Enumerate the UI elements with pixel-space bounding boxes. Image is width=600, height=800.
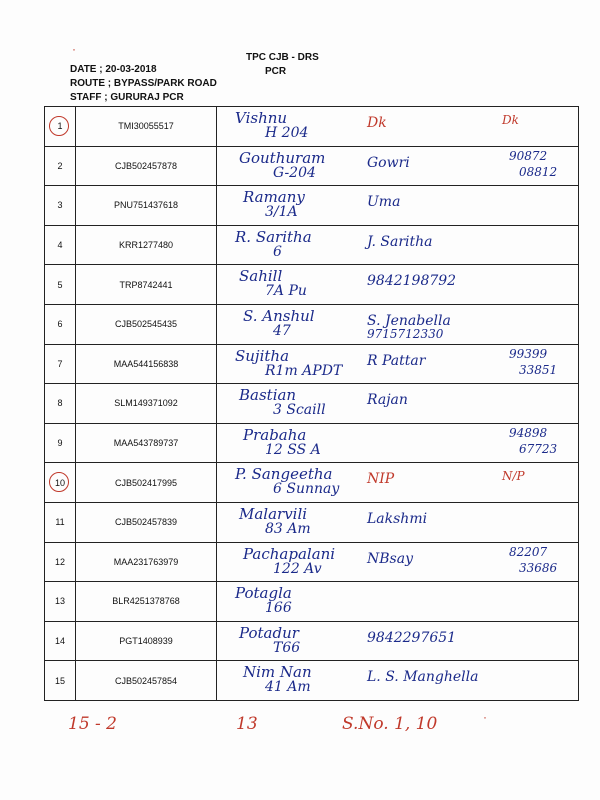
phone-part-1: 99399	[509, 346, 548, 361]
tracking-number-cell	[76, 186, 217, 226]
table-row	[45, 582, 579, 622]
receiver-signature: L. S. Manghella	[367, 669, 479, 686]
recipient-name: Malarvili	[239, 504, 308, 523]
recipient-name: Prabaha	[243, 425, 307, 444]
serial-number: 13	[54, 596, 65, 607]
recipient-name: Potadur	[239, 623, 299, 642]
stray-mark: ·	[483, 710, 487, 724]
serial-number-cell	[45, 661, 76, 701]
phone-part-1: 94898	[509, 425, 548, 440]
serial-number-cell	[45, 463, 76, 503]
serial-number: 10	[54, 477, 65, 488]
tracking-number: CJB502457854	[114, 675, 178, 686]
recipient-address: 166	[265, 600, 292, 617]
serial-number-cell	[45, 621, 76, 661]
recipient-name: Nim Nan	[243, 663, 312, 682]
serial-number: 15	[54, 675, 65, 686]
tracking-number-cell	[76, 463, 217, 503]
serial-number: 6	[57, 319, 63, 330]
receiver-signature: 9842198792	[367, 273, 457, 290]
stray-mark: ·	[72, 42, 76, 56]
serial-number-cell	[45, 542, 76, 582]
tracking-number-cell	[76, 423, 217, 463]
serial-number: 11	[55, 517, 65, 528]
route-line: ROUTE ; BYPASS/PARK ROAD	[70, 78, 217, 89]
receiver-signature: 9842297651	[367, 629, 457, 646]
recipient-address: 122 Av	[273, 560, 322, 577]
table-row	[45, 621, 579, 661]
receiver-signature: S. Jenabella	[367, 312, 451, 329]
serial-number-cell	[45, 344, 76, 384]
tracking-number: MAA231763979	[113, 556, 179, 567]
receiver-signature: Uma	[367, 194, 401, 211]
receiver-signature: R Pattar	[367, 352, 426, 369]
tracking-number-cell	[76, 265, 217, 305]
tracking-number-cell	[76, 621, 217, 661]
tracking-number: PGT1408939	[119, 636, 173, 647]
recipient-name: R. Saritha	[235, 227, 312, 246]
tracking-number-cell	[76, 502, 217, 542]
recipient-address: 7A Pu	[265, 283, 307, 300]
table-row	[45, 344, 579, 384]
document-title: TPC CJB - DRS	[246, 52, 319, 63]
serial-number: 7	[57, 358, 63, 369]
serial-number: 2	[57, 160, 63, 171]
table-row	[45, 502, 579, 542]
table-row	[45, 146, 579, 186]
table-row	[45, 463, 579, 503]
serial-number: 12	[54, 556, 65, 567]
handwritten-cell	[217, 304, 579, 344]
handwritten-cell	[217, 621, 579, 661]
table-row	[45, 384, 579, 424]
tracking-number: MAA544156838	[113, 358, 179, 369]
receiver-signature: J. Saritha	[367, 233, 433, 250]
handwritten-cell	[217, 265, 579, 305]
staff-line: STAFF ; GURURAJ PCR	[70, 92, 184, 103]
serial-number-cell	[45, 265, 76, 305]
recipient-name: Pachapalani	[243, 544, 336, 563]
table-row	[45, 265, 579, 305]
table-row	[45, 107, 579, 147]
tracking-number: TMI30055517	[118, 121, 174, 132]
table-row	[45, 542, 579, 582]
recipient-address: 41 Am	[265, 679, 311, 696]
footer-returned: S.No. 1, 10	[342, 714, 438, 734]
table-row	[45, 225, 579, 265]
serial-number-cell	[45, 384, 76, 424]
handwritten-cell	[217, 463, 579, 503]
serial-number: 1	[57, 121, 63, 132]
recipient-name: Vishnu	[235, 109, 288, 127]
recipient-address: 6	[273, 243, 282, 260]
recipient-address: 3/1A	[265, 204, 298, 221]
tracking-number: KRR1277480	[118, 240, 174, 251]
tracking-number: CJB502457878	[114, 160, 178, 171]
receiver-signature-extra: 9715712330	[367, 326, 444, 341]
recipient-address: 83 Am	[265, 520, 311, 537]
phone-part-2: 08812	[519, 164, 558, 179]
receiver-signature: Lakshmi	[367, 510, 428, 527]
document-subtitle: PCR	[265, 66, 287, 77]
table-row	[45, 661, 579, 701]
receiver-signature: Rajan	[367, 392, 408, 409]
recipient-address: R1m APDT	[265, 362, 343, 379]
recipient-name: Ramany	[243, 188, 305, 207]
recipient-name: Sahill	[239, 267, 283, 286]
recipient-address: 47	[273, 322, 291, 339]
serial-number: 9	[57, 438, 63, 449]
tracking-number-cell	[76, 542, 217, 582]
tracking-number: CJB502457839	[114, 517, 178, 528]
recipient-name: P. Sangeetha	[235, 465, 333, 484]
tracking-number: CJB502545435	[114, 319, 178, 330]
handwritten-cell	[217, 344, 579, 384]
delivery-table	[44, 106, 579, 701]
serial-number: 4	[57, 240, 63, 251]
recipient-name: S. Anshul	[243, 306, 315, 325]
tracking-number-cell	[76, 661, 217, 701]
handwritten-cell	[217, 384, 579, 424]
serial-number-cell	[45, 502, 76, 542]
table-row	[45, 186, 579, 226]
recipient-name: Gouthuram	[239, 148, 326, 167]
phone-part-2: 33686	[519, 560, 558, 575]
recipient-name: Sujitha	[235, 346, 290, 365]
tracking-number-cell	[76, 384, 217, 424]
serial-number-cell	[45, 107, 76, 147]
tracking-number-cell	[76, 225, 217, 265]
handwritten-cell	[217, 423, 579, 463]
handwritten-cell	[217, 186, 579, 226]
serial-number-cell	[45, 225, 76, 265]
tracking-number-cell	[76, 107, 217, 147]
tracking-number: MAA543789737	[113, 438, 179, 449]
tracking-number-cell	[76, 344, 217, 384]
circle-mark	[49, 116, 69, 136]
serial-number-cell	[45, 304, 76, 344]
tracking-number-cell	[76, 304, 217, 344]
handwritten-cell	[217, 582, 579, 622]
serial-number: 8	[57, 398, 63, 409]
receiver-signature-extra: N/P	[502, 469, 525, 484]
serial-number-cell	[45, 582, 76, 622]
tracking-number: BLR4251378768	[112, 596, 180, 607]
serial-number-cell	[45, 423, 76, 463]
table-row	[45, 304, 579, 344]
receiver-signature: NBsay	[367, 550, 413, 567]
tracking-number: PNU751437618	[113, 200, 179, 211]
tracking-number: TRP8742441	[119, 279, 173, 290]
handwritten-cell	[217, 661, 579, 701]
footer-count: 15 - 2	[68, 714, 117, 734]
circle-mark	[49, 472, 69, 492]
tracking-number-cell	[76, 582, 217, 622]
handwritten-cell	[217, 502, 579, 542]
receiver-signature: Dk	[367, 115, 387, 131]
handwritten-cell	[217, 542, 579, 582]
table-row	[45, 423, 579, 463]
recipient-address: H 204	[265, 125, 309, 141]
phone-part-2: 33851	[519, 362, 558, 377]
handwritten-cell	[217, 146, 579, 186]
serial-number-cell	[45, 186, 76, 226]
recipient-address: G-204	[273, 164, 316, 181]
recipient-address: T66	[273, 639, 301, 656]
handwritten-cell	[217, 107, 579, 147]
tracking-number-cell	[76, 146, 217, 186]
serial-number: 3	[57, 200, 63, 211]
tracking-number: CJB502417995	[114, 477, 178, 488]
receiver-signature: Gowri	[367, 154, 410, 171]
serial-number-cell	[45, 146, 76, 186]
receiver-signature-extra: Dk	[502, 113, 519, 127]
recipient-name: Potagla	[235, 584, 292, 603]
serial-number: 5	[57, 279, 63, 290]
receiver-signature: NIP	[367, 471, 395, 488]
date-line: DATE ; 20-03-2018	[70, 64, 157, 75]
phone-part-1: 90872	[509, 148, 548, 163]
serial-number: 14	[54, 636, 65, 647]
footer-delivered: 13	[236, 714, 258, 734]
recipient-address: 3 Scaill	[273, 402, 326, 419]
phone-part-2: 67723	[519, 441, 558, 456]
recipient-address: 12 SS A	[265, 441, 321, 458]
tracking-number: SLM149371092	[114, 398, 178, 409]
recipient-address: 6 Sunnay	[273, 481, 340, 498]
phone-part-1: 82207	[509, 544, 548, 559]
handwritten-cell	[217, 225, 579, 265]
recipient-name: Bastian	[239, 386, 297, 405]
